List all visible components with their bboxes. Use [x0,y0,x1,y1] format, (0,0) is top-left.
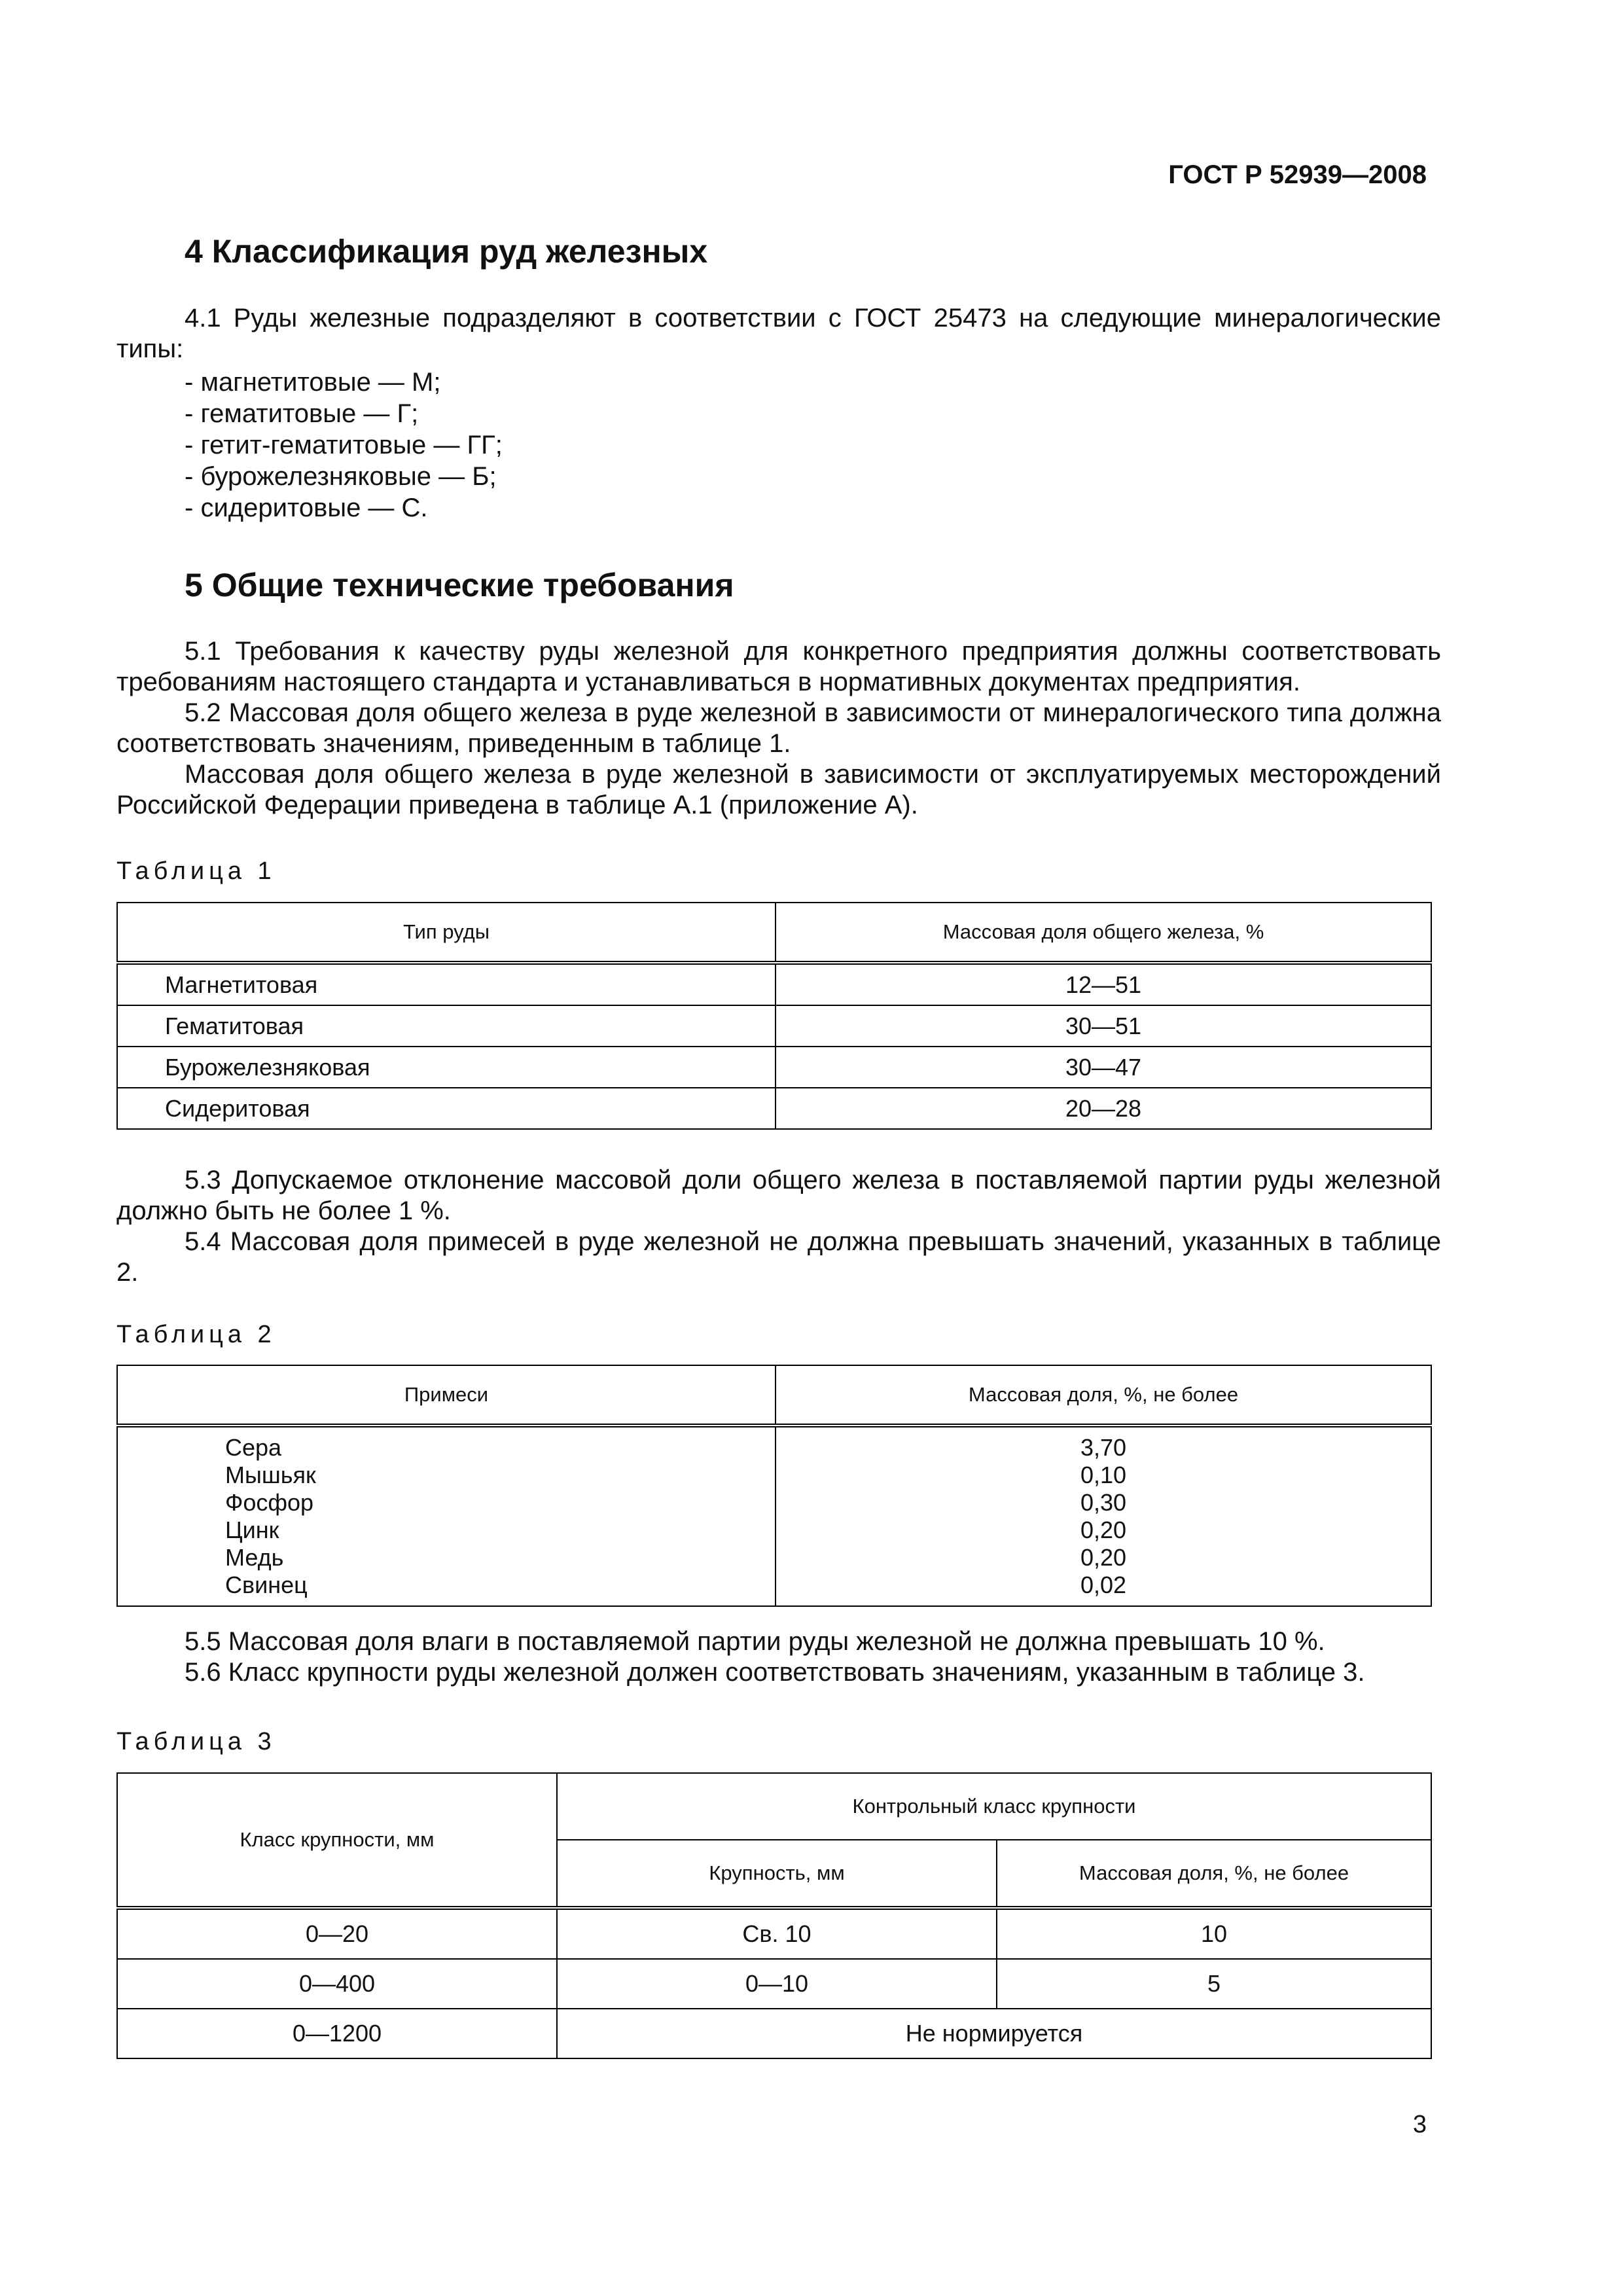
impurity-value: 0,20 [1080,1516,1127,1543]
table-cell: 0—20 [117,1908,557,1959]
impurity-value: 0,30 [1080,1489,1127,1516]
paragraph-5-2-b: Массовая доля общего железа в руде железной в зависимости от эксплуатируемых месторождений Российской Федерации приведена в таблице А.1 (приложение А). [116,760,1441,819]
table-cell: Сидеритовая [117,1088,776,1129]
table-row [117,1959,1431,2009]
table-row [117,1908,1431,1959]
table-row [117,2009,1431,2058]
table-header: Крупность, мм [557,1840,997,1908]
table-header: Примеси [117,1365,776,1426]
table-cell: 20—28 [776,1088,1431,1129]
table-cell: 12—51 [776,963,1431,1005]
list-item: - гематитовые — Г; [185,398,503,429]
table-cell: 0—400 [117,1959,557,2009]
table-cell: Бурожелезняковая [117,1047,776,1088]
ore-types-list [185,367,503,524]
impurity-name: Фосфор [225,1489,314,1516]
table-cell: 30—47 [776,1047,1431,1088]
paragraph-5-1: 5.1 Требования к качеству руды железной для конкретного предприятия должны соответствовать требованиям настоящего стандарта и устанавливаться в нормативных документах предприятия. [116,637,1441,696]
paragraph-5-5: 5.5 Массовая доля влаги в поставляемой партии руды железной не должна превышать 10 %. [185,1627,1325,1656]
impurities-cell [117,1426,776,1606]
table-cell: Магнетитовая [117,963,776,1005]
list-item: - бурожелезняковые — Б; [185,461,503,492]
table-1 [116,902,1432,1130]
table-cell: 0—10 [557,1959,997,2009]
impurity-name: Свинец [225,1571,308,1598]
table-row [117,1426,1431,1606]
table-header: Массовая доля, %, не более [997,1840,1431,1908]
impurity-name: Медь [225,1544,284,1571]
table-3-caption: Таблица 3 [116,1728,276,1755]
table-2-caption: Таблица 2 [116,1321,276,1348]
table-row [117,1005,1431,1047]
table-1-caption: Таблица 1 [116,857,276,885]
table-cell: Не нормируется [557,2009,1431,2058]
table-cell: 10 [997,1908,1431,1959]
values-cell [776,1426,1431,1606]
impurity-value: 0,02 [1080,1571,1127,1598]
table-row [117,963,1431,1005]
table-3 [116,1772,1432,2059]
paragraph-5-2: 5.2 Массовая доля общего железа в руде железной в зависимости от минералогического типа должна соответствовать значениям, приведенным в таблице 1. [116,698,1441,758]
table-cell: 5 [997,1959,1431,2009]
list-item: - сидеритовые — С. [185,492,503,524]
section-5-title: 5 Общие технические требования [185,567,734,603]
table-header: Класс крупности, мм [117,1773,557,1908]
list-item: - магнетитовые — М; [185,367,503,398]
table-cell: Гематитовая [117,1005,776,1047]
table-header: Тип руды [117,903,776,963]
table-header: Массовая доля общего железа, % [776,903,1431,963]
section-4-title: 4 Классификация руд железных [185,233,708,270]
impurity-value: 3,70 [1080,1434,1127,1461]
impurity-name: Мышьяк [225,1462,316,1488]
document-code: ГОСТ Р 52939—2008 [1168,160,1427,189]
list-item: - гетит-гематитовые — ГГ; [185,429,503,461]
paragraph-5-3: 5.3 Допускаемое отклонение массовой доли общего железа в поставляемой партии руды железной должно быть не более 1 %. [116,1166,1441,1225]
paragraph-4-1: 4.1 Руды железные подразделяют в соответствии с ГОСТ 25473 на следующие минералогические типы: [116,304,1441,363]
impurity-value: 0,10 [1080,1462,1127,1488]
paragraph-5-6: 5.6 Класс крупности руды железной должен соответствовать значениям, указанным в таблице 3. [185,1658,1365,1687]
table-cell: 30—51 [776,1005,1431,1047]
table-cell: Св. 10 [557,1908,997,1959]
table-row [117,1088,1431,1129]
page-number: 3 [1412,2111,1427,2138]
impurity-name: Сера [225,1434,282,1461]
impurity-value: 0,20 [1080,1544,1127,1571]
table-row [117,1047,1431,1088]
table-2 [116,1365,1432,1607]
table-cell: 0—1200 [117,2009,557,2058]
impurity-name: Цинк [225,1516,279,1543]
table-header: Контрольный класс крупности [557,1773,1431,1840]
table-header: Массовая доля, %, не более [776,1365,1431,1426]
paragraph-5-4: 5.4 Массовая доля примесей в руде железной не должна превышать значений, указанных в таблице 2. [116,1227,1441,1287]
